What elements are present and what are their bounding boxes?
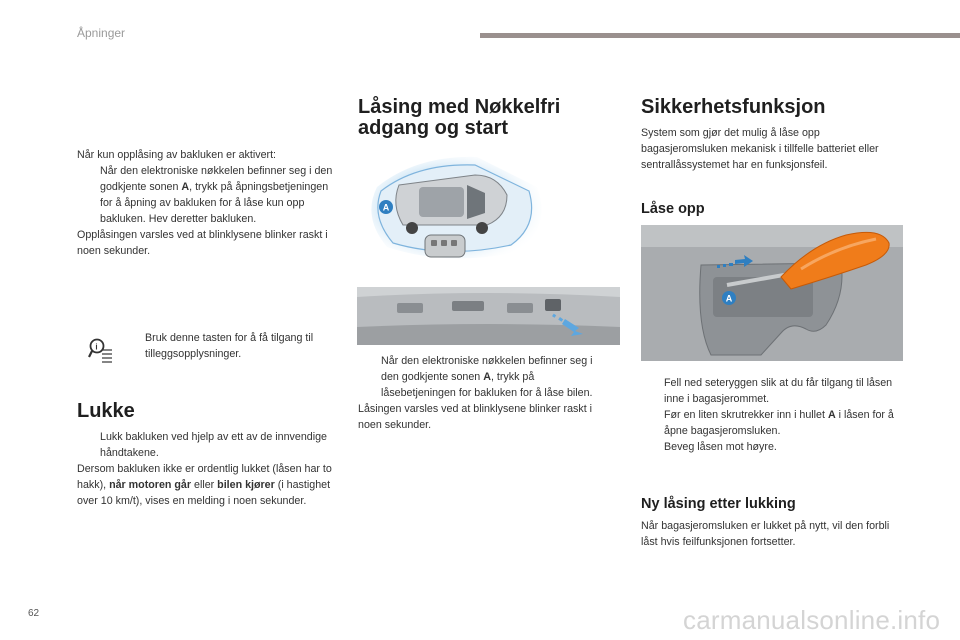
lukke-warning-text: Dersom bakluken ikke er ordentlig lukket (låsen har to hakk), når motoren går eller bilen kjører (i hastighet over 10 km/t), vises en melding i noen sekunder.: [77, 463, 332, 507]
lukke-text: [77, 429, 342, 509]
relock-text: Når bagasjeromsluken er lukket på nytt, vil den forbli låst hvis feilfunksjonen fortsetter.: [641, 520, 890, 548]
notice-text: Låsingen varsles ved at blinklysene blinker raskt i noen sekunder.: [358, 403, 593, 431]
bullet-item: Når den elektroniske nøkkelen befinner seg i den godkjente sonen A, trykk på låsebetjeningen for bakluken for å låse bilen.: [381, 355, 593, 399]
watermark: carmanualsonline.info: [683, 605, 941, 635]
notice-text: Opplåsingen varsles ved at blinklysene blinker raskt i noen sekunder.: [77, 229, 328, 257]
keyless-zone-figure: [357, 147, 620, 269]
bullet-item: Når den elektroniske nøkkelen befinner seg i den godkjente sonen A, trykk på åpningsbetjeningen for å åpning av bakluken for å låse kun opp bakluken. Hev deretter bakluken.: [100, 165, 333, 225]
bullet-item: Lukk bakluken ved hjelp av ett av de innvendige håndtakene.: [100, 431, 327, 459]
tailgate-button-figure: [357, 287, 620, 345]
safety-intro-text: System som gjør det mulig å låse opp bagasjeromsluken mekanisk i tillfelle batteriet eller sentrallåssystemet har en funksjonsfeil.: [641, 127, 879, 171]
intro-text: Når kun opplåsing av bakluken er aktivert:: [77, 149, 277, 161]
column-2-text: [358, 353, 606, 433]
svg-text:i: i: [95, 342, 98, 352]
header-bar: [480, 33, 960, 38]
page-number: 62: [28, 608, 40, 619]
unlock-steps: [641, 375, 903, 455]
bullet-item: Fell ned seteryggen slik at du får tilgang til låsen inne i bagasjerommet.: [664, 377, 893, 405]
bullet-item: Før en liten skrutrekker inn i hullet A i låsen for å åpne bagasjeromsluken.: [664, 409, 894, 437]
heading-relock: Ny låsing etter lukking: [641, 496, 796, 512]
column-1-text: [77, 147, 342, 259]
heading-keyless-locking: Låsing med Nøkkelfri adgang og start: [358, 96, 561, 139]
screwdriver-lock-figure: [641, 225, 903, 361]
info-note-text: Bruk denne tasten for å få tilgang til tilleggsopplysninger.: [145, 332, 314, 360]
figure-label-a: A: [382, 202, 390, 213]
heading-safety-function: Sikkerhetsfunksjon: [641, 96, 826, 118]
heading-unlock: Låse opp: [641, 201, 705, 217]
bullet-item: Beveg låsen mot høyre.: [664, 441, 777, 453]
section-title: Åpninger: [77, 26, 126, 40]
heading-lukke: Lukke: [77, 400, 135, 422]
figure-label-a: A: [725, 293, 733, 304]
info-magnifier-icon: [88, 337, 114, 368]
